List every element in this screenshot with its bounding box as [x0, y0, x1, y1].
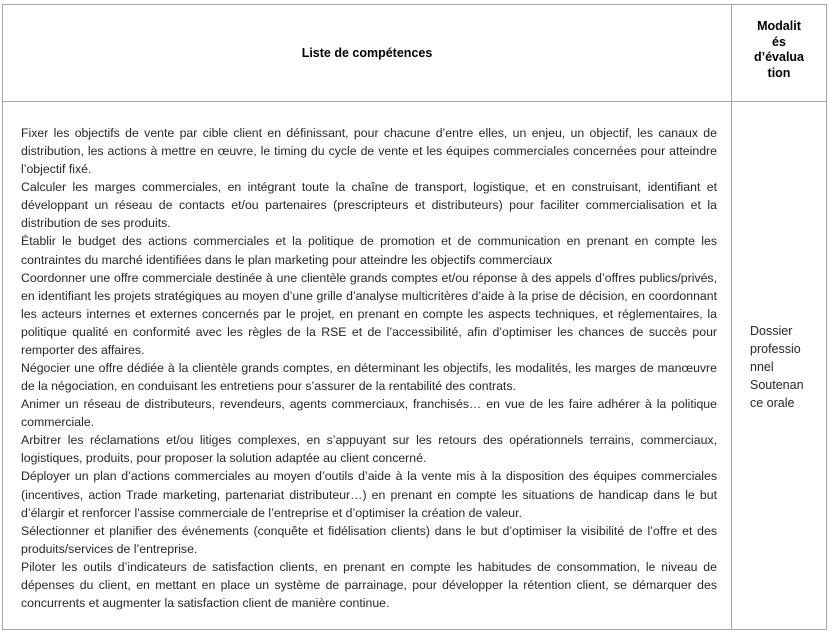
header-competences: Liste de compétences: [301, 46, 433, 60]
competence-item: Déployer un plan d’actions commerciales au moyen d’outils d’aide à la vente mis à la disposition des équipes commerciales (incentives, action Trade marketing, partenariat distributeur…) en prenant en compte les situations de handicap dans le but d’élargir et renforcer l’assise commerciale de l’entreprise et d’optimiser la création de valeur.: [21, 469, 717, 520]
evaluation-modalities: [750, 322, 822, 412]
header-side-line: Modalit: [757, 19, 801, 33]
competence-item: Calculer les marges commerciales, en intégrant toute la chaîne de transport, logistique, et en construisant, identifiant et développant un réseau de contacts et/ou partenaires (prescripteurs et distributeurs) pour faciliter commercialisation et la distribution de ses produits.: [21, 180, 717, 231]
competence-item: Fixer les objectifs de vente par cible client en définissant, pour chacune d’entre elles, un enjeu, un objectif, les canaux de distribution, les actions à mettre en œuvre, le timing du cycle de vente et les équipes commerciales concernées pour atteindre l’objectif fixé.: [21, 126, 717, 177]
header-side-line: és: [772, 34, 786, 49]
evaluation-line: professio: [750, 342, 801, 357]
competence-item: Sélectionner et planifier des événements (conquête et fidélisation clients) dans le but d’optimiser la visibilité de l’offre et des produits/services de l’entreprise.: [21, 523, 717, 556]
table-header-row: [3, 5, 826, 102]
header-side-line: d’évalua: [753, 50, 805, 64]
evaluation-line: Dossier: [750, 324, 793, 338]
competence-item: Arbitrer les réclamations et/ou litiges complexes, en s’appuyant sur les retours des opérationnels terrains, commerciaux, logistiques, produits, pour proposer la solution adaptée au client concerné.: [21, 433, 717, 466]
evaluation-line: ce orale: [750, 396, 795, 411]
competence-item: Négocier une offre dédiée à la clientèle grands comptes, en déterminant les objectifs, les modalités, les marges de manœuvre de la négociation, en conduisant les entretiens pour s’assurer de la rentabilité des contrats.: [21, 361, 717, 394]
header-side-line: tion: [767, 65, 791, 80]
header-modalites-evaluation: [732, 19, 826, 81]
competence-item: Animer un réseau de distributeurs, revendeurs, agents commerciaux, franchisés… en vue de les faire adhérer à la politique commerciale.: [21, 397, 717, 430]
competence-item: Coordonner une offre commerciale destinée à une clientèle grands comptes et/ou réponse à des appels d’offres publics/privés, en identifiant les projets stratégiques au moyen d’une grille d’analyse multicritères d’aide à la prise de décision, en coordonnant les acteurs internes et externes concernés par le projet, en prenant en compte les aspects techniques, et réglementaires, la politique qualité en conformité avec les règles de la RSE et de l’accessibilité, afin d’optimiser les chances de succès pour remporter des affaires.: [21, 270, 717, 357]
competences-table: [2, 4, 827, 630]
competence-item: Piloter les outils d’indicateurs de satisfaction clients, en prenant en compte les habitudes de consommation, le niveau de dépenses du client, en mettant en place un système de parrainage, pour développer la rétention client, se démarquer des concurrents et augmenter la satisfaction client de manière continue.: [21, 559, 717, 611]
evaluation-line: Soutenan: [750, 378, 804, 393]
competences-list: [21, 124, 717, 612]
competence-item: Établir le budget des actions commerciales et la politique de promotion et de communication en prenant en compte les contraintes du marché identifiées dans le plan marketing pour atteindre les objectifs commerciaux: [21, 234, 717, 267]
evaluation-line: nnel: [750, 360, 774, 375]
